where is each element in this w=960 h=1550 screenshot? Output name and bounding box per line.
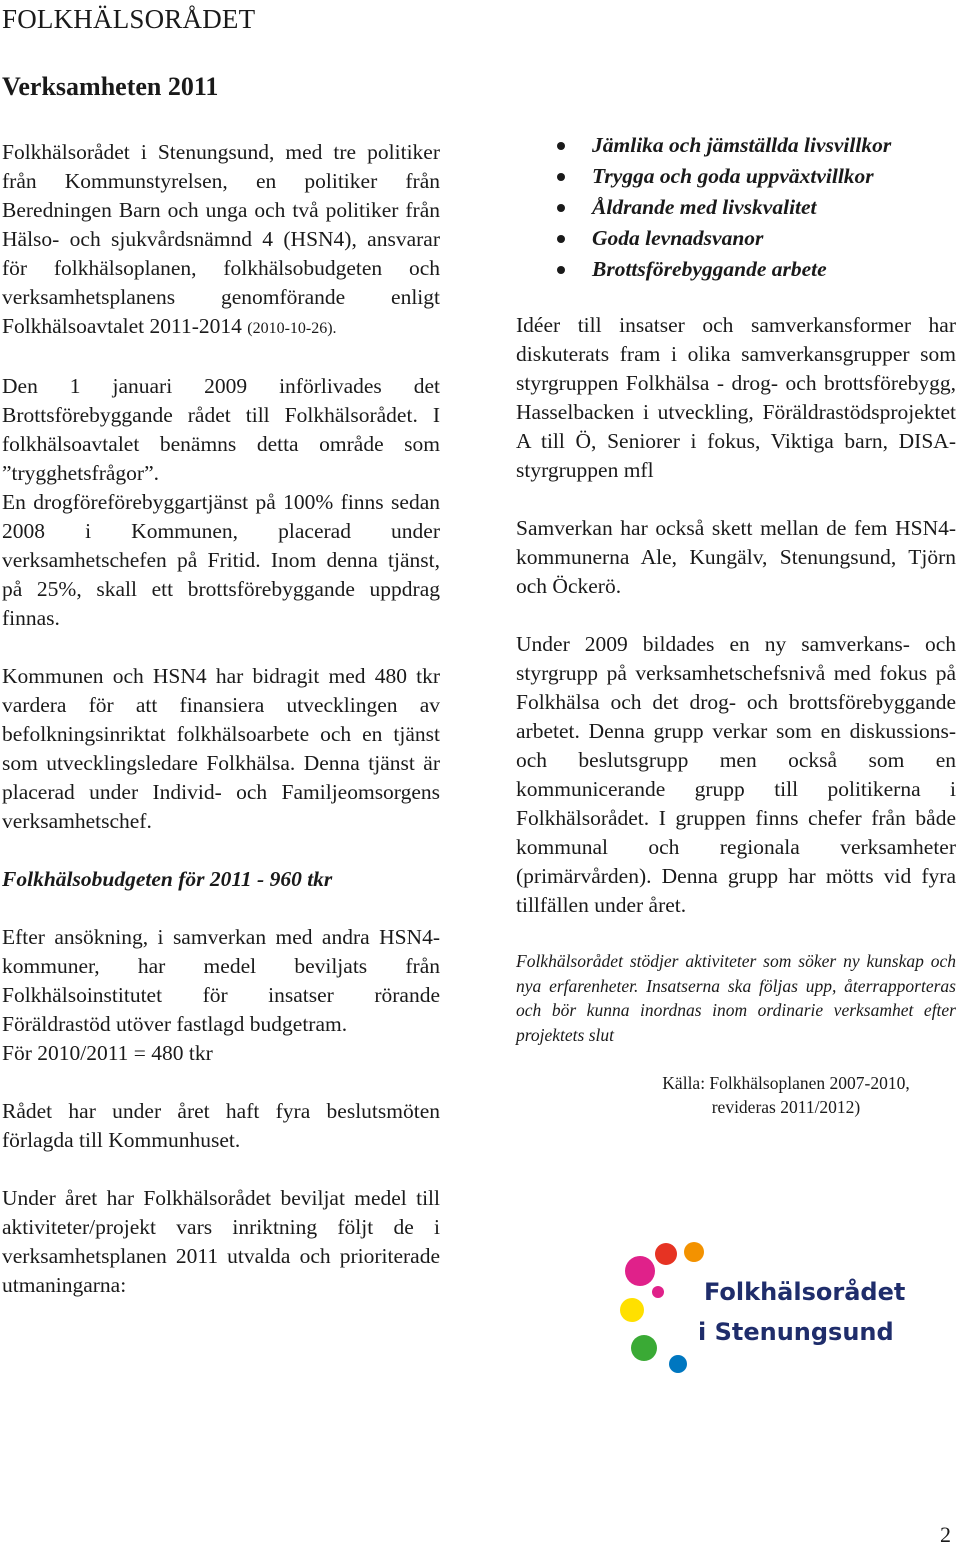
source-citation xyxy=(616,1071,956,1119)
left-column xyxy=(2,138,440,1329)
list-item xyxy=(516,192,956,223)
bullet-icon xyxy=(557,235,565,243)
list-item-label: Trygga och goda uppväxtvillkor xyxy=(592,164,874,188)
logo-text-line-2: i Stenungsund xyxy=(698,1318,894,1346)
paragraph-council-intro-text: Folkhälsorådet i Stenungsund, med tre politiker från Kommunstyrelsen, en politiker från Beredningen Barn och unga och två politiker från Hälso- och sjukvårdsnämnd 4 (HSN4), ansvarar för folkhälsoplanen, folkhälsobudgeten och verksamhetsplanens genomförande enligt Folkhälsoavtalet 2011-2014 xyxy=(2,140,440,338)
paragraph-hsn4-collaboration: Samverkan har också skett mellan de fem HSN4-kommunerna Ale, Kungälv, Stenungsund, Tjörn och Öckerö. xyxy=(516,516,956,598)
list-item-label: Brottsförebyggande arbete xyxy=(592,257,827,281)
paragraph-meetings: Rådet har under året haft fyra beslutsmöten förlagda till Kommunhuset. xyxy=(2,1099,440,1152)
support-note: Folkhälsorådet stödjer aktiviteter som söker ny kunskap och nya erfarenheter. Insatserna ska följas upp, återrapporteras och bör kunna inordnas inom ordinarie verksamhet efter projektets slut xyxy=(516,951,956,1045)
logo-text-line-1: Folkhälsorådet xyxy=(704,1278,906,1306)
logo-splash-yellow xyxy=(620,1298,644,1322)
paragraph-council-intro xyxy=(2,138,440,343)
paragraph-drug-prevention-role: En drogföreförebyggartjänst på 100% finns sedan 2008 i Kommunen, placerad under verksamhetschefen på Fritid. Inom denna tjänst, på 25%, skall ett brottsförebyggande uppdrag finnas. xyxy=(2,490,440,630)
paragraph-parent-support xyxy=(2,923,440,1068)
list-item xyxy=(516,254,956,285)
page-number: 2 xyxy=(940,1522,951,1547)
agreement-date: (2010-10-26). xyxy=(247,320,337,337)
logo-splash-pink-small xyxy=(652,1286,664,1298)
list-item-label: Åldrande med livskvalitet xyxy=(592,195,817,219)
paragraph-steering-group: Under 2009 bildades en ny samverkans- och styrgrupp på verksamhetschefsnivå med fokus på Folkhälsa och det drog- och brottsförebyggande arbetet. Denna grupp verkar som en diskussions- och beslutsgrupp men också som en kommunicerande grupp till politikerna i Folkhälsorådet. I gruppen finns chefer från både kommunal och regionala verksamheter (primärvården). Denna grupp har mötts vid fyra tillfällen under året. xyxy=(516,632,956,917)
priority-list xyxy=(516,130,956,285)
logo-splash-red xyxy=(655,1243,677,1265)
parent-support-amount: För 2010/2011 = 480 tkr xyxy=(2,1041,213,1065)
bullet-icon xyxy=(557,204,565,212)
bullet-icon xyxy=(557,173,565,181)
section-title: Verksamheten 2011 xyxy=(2,72,219,101)
paragraph-priorities: Under året har Folkhälsorådet beviljat medel till aktiviteter/projekt vars inriktning följt de i verksamhetsplanen 2011 utvalda och prioriterade utmaningarna: xyxy=(2,1186,440,1297)
list-item xyxy=(516,223,956,254)
list-item xyxy=(516,161,956,192)
page-title: FOLKHÄLSORÅDET xyxy=(2,4,256,34)
bullet-icon xyxy=(557,142,565,150)
paragraph-funding: Kommunen och HSN4 har bidragit med 480 tkr vardera för att finansiera utvecklingen av befolkningsinriktat folkhälsoarbete och en tjänst som utvecklingsledare Folkhälsa. Denna tjänst är placerad under Individ- och Familjeomsorgens verksamhetschef. xyxy=(2,664,440,833)
logo-splash-pink xyxy=(625,1256,655,1286)
paragraph-collaboration-groups: Idéer till insatser och samverkansformer har diskuterats fram i olika samverkansgrupper som styrgruppen Folkhälsa - drog- och brottsförebygg, Hasselbacken i utveckling, Föräldrastödsprojektet A till Ö, Seniorer i fokus, Viktiga barn, DISA-styrgruppen mfl xyxy=(516,313,956,482)
list-item-label: Goda levnadsvanor xyxy=(592,226,764,250)
right-column xyxy=(516,130,956,1119)
logo-splash-blue xyxy=(669,1355,687,1373)
logo-splash-orange xyxy=(684,1242,704,1262)
logo-splashes xyxy=(620,1242,704,1373)
paragraph-crime-prevention: Den 1 januari 2009 införlivades det Brottsförebyggande rådet till Folkhälsorådet. I folkhälsoavtalet benämns detta område som ”trygghetsfrågor”. xyxy=(2,374,440,485)
bullet-icon xyxy=(557,266,565,274)
paragraph-parent-support-text: Efter ansökning, i samverkan med andra HSN4-kommuner, har medel beviljats från Folkhälsoinstitutet för insatser rörande Föräldrastöd utöver fastlagd budgetram. xyxy=(2,925,440,1036)
budget-heading: Folkhälsobudgeten för 2011 - 960 tkr xyxy=(2,867,333,891)
folkhalsoradet-logo xyxy=(618,1236,906,1376)
source-line-2: revideras 2011/2012) xyxy=(711,1097,861,1117)
list-item xyxy=(516,130,956,161)
list-item-label: Jämlika och jämställda livsvillkor xyxy=(592,133,892,157)
source-line-1: Källa: Folkhälsoplanen 2007-2010, xyxy=(662,1073,910,1093)
logo-splash-green xyxy=(631,1335,657,1361)
